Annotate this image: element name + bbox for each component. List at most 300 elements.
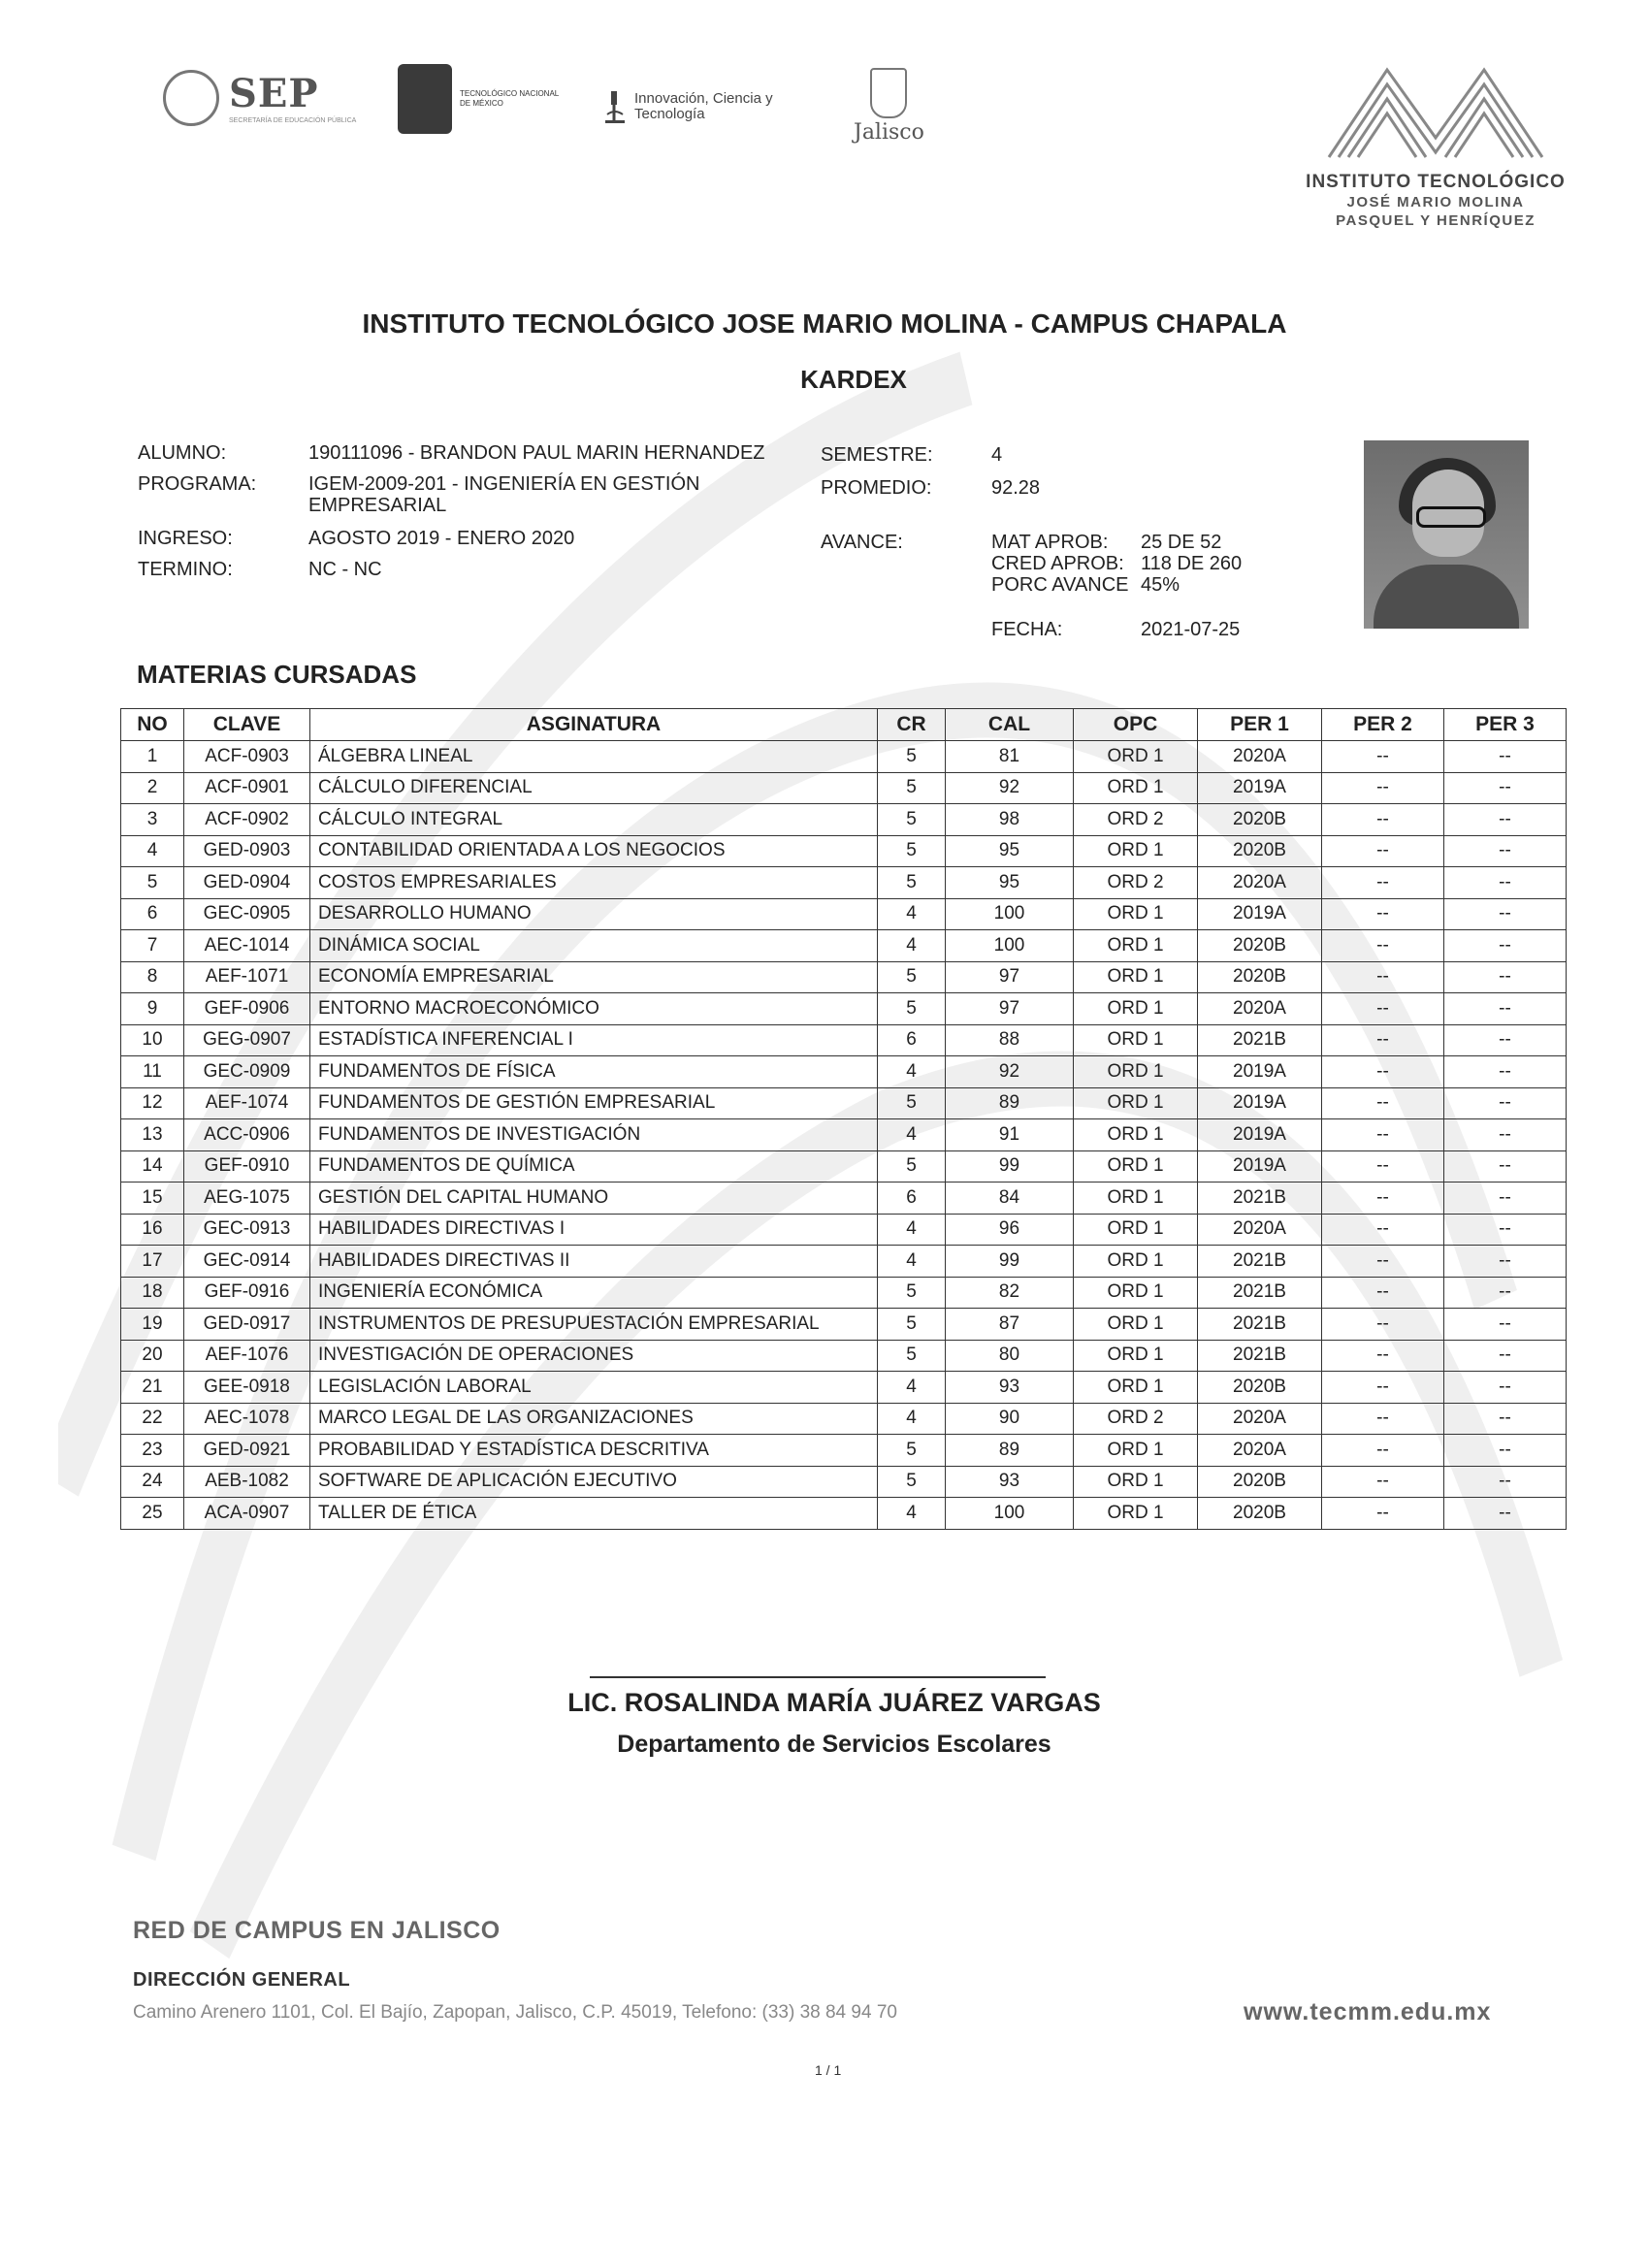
cr-cell: 4 (878, 1498, 946, 1530)
no-cell: 23 (121, 1435, 184, 1467)
porc-avance-label: PORC AVANCE (991, 574, 1129, 596)
no-cell: 12 (121, 1087, 184, 1119)
innovacion-logo (603, 89, 838, 124)
cr-cell: 5 (878, 741, 946, 773)
table-row (121, 1024, 1567, 1056)
cr-cell: 5 (878, 1277, 946, 1309)
opc-cell: ORD 1 (1074, 1056, 1198, 1088)
microscope-icon (603, 89, 627, 124)
opc-cell: ORD 1 (1074, 1183, 1198, 1215)
per2-cell: -- (1322, 1246, 1444, 1278)
sep-seal-icon (163, 70, 219, 126)
cr-cell: 6 (878, 1024, 946, 1056)
per3-cell: -- (1444, 772, 1567, 804)
clave-cell: AEF-1076 (184, 1340, 310, 1372)
alumno-label: ALUMNO: (138, 442, 227, 464)
per2-cell: -- (1322, 1309, 1444, 1341)
cal-cell: 93 (946, 1466, 1074, 1498)
no-cell: 16 (121, 1214, 184, 1246)
per1-cell: 2020B (1198, 961, 1322, 993)
per2-cell: -- (1322, 741, 1444, 773)
opc-cell: ORD 2 (1074, 867, 1198, 899)
per1-cell: 2021B (1198, 1340, 1322, 1372)
sep-logo-subtitle: SECRETARÍA DE EDUCACIÓN PÚBLICA (229, 117, 357, 124)
table-row (121, 772, 1567, 804)
no-cell: 6 (121, 898, 184, 930)
per2-cell: -- (1322, 1340, 1444, 1372)
cal-cell: 91 (946, 1119, 1074, 1151)
asignatura-cell: INVESTIGACIÓN DE OPERACIONES (310, 1340, 878, 1372)
per3-cell: -- (1444, 898, 1567, 930)
clave-cell: ACC-0906 (184, 1119, 310, 1151)
table-row (121, 898, 1567, 930)
asignatura-cell: CÁLCULO DIFERENCIAL (310, 772, 878, 804)
opc-cell: ORD 1 (1074, 1150, 1198, 1183)
cal-cell: 100 (946, 898, 1074, 930)
table-row (121, 835, 1567, 867)
semestre-label: SEMESTRE: (821, 444, 933, 466)
clave-cell: GEF-0906 (184, 993, 310, 1025)
opc-cell: ORD 1 (1074, 993, 1198, 1025)
programa-value-line2: EMPRESARIAL (308, 495, 447, 516)
opc-cell: ORD 1 (1074, 1087, 1198, 1119)
no-cell: 15 (121, 1183, 184, 1215)
table-row (121, 1435, 1567, 1467)
per2-cell: -- (1322, 804, 1444, 836)
opc-cell: ORD 1 (1074, 741, 1198, 773)
table-row (121, 930, 1567, 962)
per1-cell: 2021B (1198, 1309, 1322, 1341)
clave-cell: GEC-0905 (184, 898, 310, 930)
opc-cell: ORD 1 (1074, 1024, 1198, 1056)
no-cell: 17 (121, 1246, 184, 1278)
table-row (121, 1183, 1567, 1215)
table-row (121, 1372, 1567, 1404)
per1-cell: 2020B (1198, 1372, 1322, 1404)
cr-cell: 5 (878, 772, 946, 804)
cr-cell: 6 (878, 1183, 946, 1215)
opc-cell: ORD 1 (1074, 1435, 1198, 1467)
per2-cell: -- (1322, 1403, 1444, 1435)
clave-cell: AEB-1082 (184, 1466, 310, 1498)
per3-cell: -- (1444, 1119, 1567, 1151)
cr-cell: 4 (878, 930, 946, 962)
cal-cell: 95 (946, 867, 1074, 899)
asignatura-cell: INSTRUMENTOS DE PRESUPUESTACIÓN EMPRESARIAL (310, 1309, 878, 1341)
per2-cell: -- (1322, 1372, 1444, 1404)
cal-cell: 89 (946, 1435, 1074, 1467)
table-header-row (121, 709, 1567, 741)
cal-cell: 92 (946, 1056, 1074, 1088)
opc-cell: ORD 1 (1074, 1372, 1198, 1404)
per2-cell: -- (1322, 835, 1444, 867)
clave-cell: GEC-0909 (184, 1056, 310, 1088)
opc-cell: ORD 1 (1074, 1246, 1198, 1278)
per1-cell: 2019A (1198, 772, 1322, 804)
asignatura-cell: INGENIERÍA ECONÓMICA (310, 1277, 878, 1309)
column-header: ASGINATURA (310, 709, 878, 741)
cr-cell: 5 (878, 1466, 946, 1498)
mat-aprob-label: MAT APROB: (991, 532, 1109, 553)
per2-cell: -- (1322, 1435, 1444, 1467)
per3-cell: -- (1444, 804, 1567, 836)
footer-address: Camino Arenero 1101, Col. El Bajío, Zapopan, Jalisco, C.P. 45019, Telefono: (33) 38 84 94 70 (133, 2002, 897, 2023)
programa-value-line1: IGEM-2009-201 - INGENIERÍA EN GESTIÓN (308, 473, 700, 495)
clave-cell: GED-0917 (184, 1309, 310, 1341)
opc-cell: ORD 1 (1074, 961, 1198, 993)
clave-cell: ACF-0901 (184, 772, 310, 804)
column-header: PER 3 (1444, 709, 1567, 741)
footer-website: www.tecmm.edu.mx (1244, 1998, 1492, 2025)
cr-cell: 4 (878, 1372, 946, 1404)
cal-cell: 87 (946, 1309, 1074, 1341)
per1-cell: 2019A (1198, 1087, 1322, 1119)
asignatura-cell: LEGISLACIÓN LABORAL (310, 1372, 878, 1404)
cal-cell: 100 (946, 1498, 1074, 1530)
termino-label: TERMINO: (138, 559, 233, 580)
per3-cell: -- (1444, 1087, 1567, 1119)
column-header: PER 1 (1198, 709, 1322, 741)
per1-cell: 2020B (1198, 804, 1322, 836)
cr-cell: 5 (878, 1150, 946, 1183)
cr-cell: 5 (878, 993, 946, 1025)
clave-cell: AEF-1074 (184, 1087, 310, 1119)
table-row (121, 741, 1567, 773)
per3-cell: -- (1444, 867, 1567, 899)
per2-cell: -- (1322, 993, 1444, 1025)
per1-cell: 2020A (1198, 1435, 1322, 1467)
per3-cell: -- (1444, 1309, 1567, 1341)
per3-cell: -- (1444, 741, 1567, 773)
asignatura-cell: MARCO LEGAL DE LAS ORGANIZACIONES (310, 1403, 878, 1435)
cal-cell: 96 (946, 1214, 1074, 1246)
per3-cell: -- (1444, 1466, 1567, 1498)
per2-cell: -- (1322, 1214, 1444, 1246)
clave-cell: GEE-0918 (184, 1372, 310, 1404)
footer-network: RED DE CAMPUS EN JALISCO (133, 1917, 501, 1944)
clave-cell: GEC-0913 (184, 1214, 310, 1246)
per1-cell: 2019A (1198, 1119, 1322, 1151)
per1-cell: 2020B (1198, 1498, 1322, 1530)
cal-cell: 99 (946, 1150, 1074, 1183)
table-row (121, 993, 1567, 1025)
table-row (121, 961, 1567, 993)
per3-cell: -- (1444, 1277, 1567, 1309)
per2-cell: -- (1322, 867, 1444, 899)
cr-cell: 5 (878, 1340, 946, 1372)
table-row (121, 1056, 1567, 1088)
asignatura-cell: GESTIÓN DEL CAPITAL HUMANO (310, 1183, 878, 1215)
document-title: INSTITUTO TECNOLÓGICO JOSE MARIO MOLINA - CAMPUS CHAPALA (362, 308, 1287, 339)
table-row (121, 1403, 1567, 1435)
clave-cell: GED-0904 (184, 867, 310, 899)
programa-label: PROGRAMA: (138, 473, 257, 495)
per2-cell: -- (1322, 1024, 1444, 1056)
institute-logo-line1: INSTITUTO TECNOLÓGICO (1306, 172, 1566, 192)
asignatura-cell: HABILIDADES DIRECTIVAS II (310, 1246, 878, 1278)
clave-cell: GEF-0916 (184, 1277, 310, 1309)
clave-cell: AEC-1078 (184, 1403, 310, 1435)
asignatura-cell: FUNDAMENTOS DE INVESTIGACIÓN (310, 1119, 878, 1151)
no-cell: 10 (121, 1024, 184, 1056)
asignatura-cell: HABILIDADES DIRECTIVAS I (310, 1214, 878, 1246)
mat-aprob-value: 25 DE 52 (1141, 532, 1222, 553)
cal-cell: 98 (946, 804, 1074, 836)
table-row (121, 1466, 1567, 1498)
per2-cell: -- (1322, 1277, 1444, 1309)
cal-cell: 95 (946, 835, 1074, 867)
no-cell: 25 (121, 1498, 184, 1530)
column-header: NO (121, 709, 184, 741)
per2-cell: -- (1322, 772, 1444, 804)
table-row (121, 1340, 1567, 1372)
institute-logo-line3: PASQUEL Y HENRÍQUEZ (1336, 212, 1536, 229)
per1-cell: 2021B (1198, 1024, 1322, 1056)
per2-cell: -- (1322, 898, 1444, 930)
per3-cell: -- (1444, 1246, 1567, 1278)
clave-cell: GEF-0910 (184, 1150, 310, 1183)
asignatura-cell: CÁLCULO INTEGRAL (310, 804, 878, 836)
per3-cell: -- (1444, 1372, 1567, 1404)
asignatura-cell: ENTORNO MACROECONÓMICO (310, 993, 878, 1025)
per2-cell: -- (1322, 1150, 1444, 1183)
clave-cell: AEG-1075 (184, 1183, 310, 1215)
per3-cell: -- (1444, 961, 1567, 993)
cr-cell: 5 (878, 1087, 946, 1119)
opc-cell: ORD 1 (1074, 1340, 1198, 1372)
institute-logo-line2: JOSÉ MARIO MOLINA (1346, 194, 1525, 211)
cal-cell: 80 (946, 1340, 1074, 1372)
clave-cell: AEF-1071 (184, 961, 310, 993)
asignatura-cell: ÁLGEBRA LINEAL (310, 741, 878, 773)
table-row (121, 804, 1567, 836)
per2-cell: -- (1322, 1498, 1444, 1530)
per3-cell: -- (1444, 835, 1567, 867)
per1-cell: 2020A (1198, 1214, 1322, 1246)
asignatura-cell: DESARROLLO HUMANO (310, 898, 878, 930)
opc-cell: ORD 1 (1074, 835, 1198, 867)
cal-cell: 81 (946, 741, 1074, 773)
no-cell: 5 (121, 867, 184, 899)
per1-cell: 2021B (1198, 1246, 1322, 1278)
ingreso-label: INGRESO: (138, 528, 233, 549)
column-header: CR (878, 709, 946, 741)
tecnm-gear-icon (398, 64, 452, 134)
cal-cell: 88 (946, 1024, 1074, 1056)
cal-cell: 100 (946, 930, 1074, 962)
per2-cell: -- (1322, 930, 1444, 962)
cal-cell: 97 (946, 961, 1074, 993)
clave-cell: ACA-0907 (184, 1498, 310, 1530)
opc-cell: ORD 1 (1074, 898, 1198, 930)
cr-cell: 5 (878, 1309, 946, 1341)
per3-cell: -- (1444, 1498, 1567, 1530)
no-cell: 14 (121, 1150, 184, 1183)
clave-cell: ACF-0903 (184, 741, 310, 773)
column-header: OPC (1074, 709, 1198, 741)
cr-cell: 5 (878, 867, 946, 899)
per3-cell: -- (1444, 1340, 1567, 1372)
per1-cell: 2019A (1198, 898, 1322, 930)
asignatura-cell: PROBABILIDAD Y ESTADÍSTICA DESCRITIVA (310, 1435, 878, 1467)
per3-cell: -- (1444, 1150, 1567, 1183)
per2-cell: -- (1322, 1183, 1444, 1215)
asignatura-cell: SOFTWARE DE APLICACIÓN EJECUTIVO (310, 1466, 878, 1498)
opc-cell: ORD 2 (1074, 1403, 1198, 1435)
no-cell: 21 (121, 1372, 184, 1404)
per3-cell: -- (1444, 930, 1567, 962)
page-number: 1 / 1 (815, 2062, 842, 2078)
no-cell: 4 (121, 835, 184, 867)
innovacion-logo-text: Innovación, Ciencia y Tecnología (634, 90, 773, 122)
per1-cell: 2020A (1198, 993, 1322, 1025)
per1-cell: 2019A (1198, 1056, 1322, 1088)
opc-cell: ORD 1 (1074, 1214, 1198, 1246)
no-cell: 3 (121, 804, 184, 836)
opc-cell: ORD 1 (1074, 1309, 1198, 1341)
asignatura-cell: DINÁMICA SOCIAL (310, 930, 878, 962)
institute-logo (1290, 50, 1581, 230)
student-photo (1364, 440, 1529, 629)
per2-cell: -- (1322, 1466, 1444, 1498)
alumno-value: 190111096 - BRANDON PAUL MARIN HERNANDEZ (308, 442, 765, 464)
column-header: CLAVE (184, 709, 310, 741)
footer-direction: DIRECCIÓN GENERAL (133, 1969, 351, 1991)
cal-cell: 93 (946, 1372, 1074, 1404)
table-row (121, 1277, 1567, 1309)
cr-cell: 5 (878, 835, 946, 867)
materias-title: MATERIAS CURSADAS (137, 660, 417, 689)
per2-cell: -- (1322, 961, 1444, 993)
cal-cell: 84 (946, 1183, 1074, 1215)
per1-cell: 2021B (1198, 1183, 1322, 1215)
no-cell: 22 (121, 1403, 184, 1435)
porc-avance-value: 45% (1141, 574, 1180, 596)
per1-cell: 2020A (1198, 741, 1322, 773)
cred-aprob-label: CRED APROB: (991, 553, 1124, 574)
jalisco-crest-icon (870, 68, 907, 118)
kardex-table (120, 708, 1567, 1530)
cr-cell: 4 (878, 1119, 946, 1151)
signature-line (590, 1676, 1046, 1678)
cr-cell: 4 (878, 1214, 946, 1246)
no-cell: 24 (121, 1466, 184, 1498)
sep-logo (163, 70, 356, 126)
opc-cell: ORD 2 (1074, 804, 1198, 836)
asignatura-cell: FUNDAMENTOS DE GESTIÓN EMPRESARIAL (310, 1087, 878, 1119)
no-cell: 7 (121, 930, 184, 962)
per3-cell: -- (1444, 1183, 1567, 1215)
signature-name: LIC. ROSALINDA MARÍA JUÁREZ VARGAS (567, 1688, 1101, 1717)
asignatura-cell: FUNDAMENTOS DE QUÍMICA (310, 1150, 878, 1183)
per1-cell: 2020A (1198, 1403, 1322, 1435)
cred-aprob-value: 118 DE 260 (1141, 553, 1243, 574)
fecha-value: 2021-07-25 (1141, 619, 1241, 640)
asignatura-cell: ESTADÍSTICA INFERENCIAL I (310, 1024, 878, 1056)
table-row (121, 1498, 1567, 1530)
per3-cell: -- (1444, 1435, 1567, 1467)
cr-cell: 5 (878, 804, 946, 836)
cr-cell: 4 (878, 898, 946, 930)
cr-cell: 4 (878, 1056, 946, 1088)
column-header: CAL (946, 709, 1074, 741)
table-row (121, 1119, 1567, 1151)
opc-cell: ORD 1 (1074, 1277, 1198, 1309)
table-row (121, 1309, 1567, 1341)
institute-mountains-icon (1319, 50, 1552, 167)
cal-cell: 89 (946, 1087, 1074, 1119)
promedio-label: PROMEDIO: (821, 477, 932, 499)
opc-cell: ORD 1 (1074, 1119, 1198, 1151)
signature-department: Departamento de Servicios Escolares (617, 1731, 1051, 1758)
no-cell: 18 (121, 1277, 184, 1309)
clave-cell: GEC-0914 (184, 1246, 310, 1278)
per1-cell: 2020B (1198, 835, 1322, 867)
table-row (121, 1087, 1567, 1119)
clave-cell: GEG-0907 (184, 1024, 310, 1056)
per3-cell: -- (1444, 993, 1567, 1025)
cal-cell: 92 (946, 772, 1074, 804)
no-cell: 13 (121, 1119, 184, 1151)
column-header: PER 2 (1322, 709, 1444, 741)
cr-cell: 4 (878, 1246, 946, 1278)
no-cell: 20 (121, 1340, 184, 1372)
per2-cell: -- (1322, 1119, 1444, 1151)
opc-cell: ORD 1 (1074, 1498, 1198, 1530)
opc-cell: ORD 1 (1074, 1466, 1198, 1498)
clave-cell: ACF-0902 (184, 804, 310, 836)
asignatura-cell: COSTOS EMPRESARIALES (310, 867, 878, 899)
cal-cell: 97 (946, 993, 1074, 1025)
per3-cell: -- (1444, 1056, 1567, 1088)
cal-cell: 99 (946, 1246, 1074, 1278)
termino-value: NC - NC (308, 559, 382, 580)
asignatura-cell: TALLER DE ÉTICA (310, 1498, 878, 1530)
no-cell: 9 (121, 993, 184, 1025)
no-cell: 8 (121, 961, 184, 993)
asignatura-cell: CONTABILIDAD ORIENTADA A LOS NEGOCIOS (310, 835, 878, 867)
table-row (121, 867, 1567, 899)
sep-logo-text: SEP (229, 71, 319, 116)
avance-label: AVANCE: (821, 532, 903, 553)
ingreso-value: AGOSTO 2019 - ENERO 2020 (308, 528, 575, 549)
opc-cell: ORD 1 (1074, 772, 1198, 804)
no-cell: 11 (121, 1056, 184, 1088)
clave-cell: AEC-1014 (184, 930, 310, 962)
no-cell: 19 (121, 1309, 184, 1341)
jalisco-logo-text: Jalisco (854, 120, 924, 145)
promedio-value: 92.28 (991, 477, 1041, 499)
per1-cell: 2019A (1198, 1150, 1322, 1183)
per1-cell: 2020B (1198, 1466, 1322, 1498)
cr-cell: 5 (878, 1435, 946, 1467)
per1-cell: 2020A (1198, 867, 1322, 899)
clave-cell: GED-0903 (184, 835, 310, 867)
asignatura-cell: FUNDAMENTOS DE FÍSICA (310, 1056, 878, 1088)
asignatura-cell: ECONOMÍA EMPRESARIAL (310, 961, 878, 993)
fecha-label: FECHA: (991, 619, 1063, 640)
table-row (121, 1214, 1567, 1246)
per1-cell: 2020B (1198, 930, 1322, 962)
no-cell: 2 (121, 772, 184, 804)
per3-cell: -- (1444, 1403, 1567, 1435)
jalisco-logo (854, 68, 924, 145)
cal-cell: 90 (946, 1403, 1074, 1435)
opc-cell: ORD 1 (1074, 930, 1198, 962)
per2-cell: -- (1322, 1087, 1444, 1119)
table-row (121, 1246, 1567, 1278)
cr-cell: 4 (878, 1403, 946, 1435)
